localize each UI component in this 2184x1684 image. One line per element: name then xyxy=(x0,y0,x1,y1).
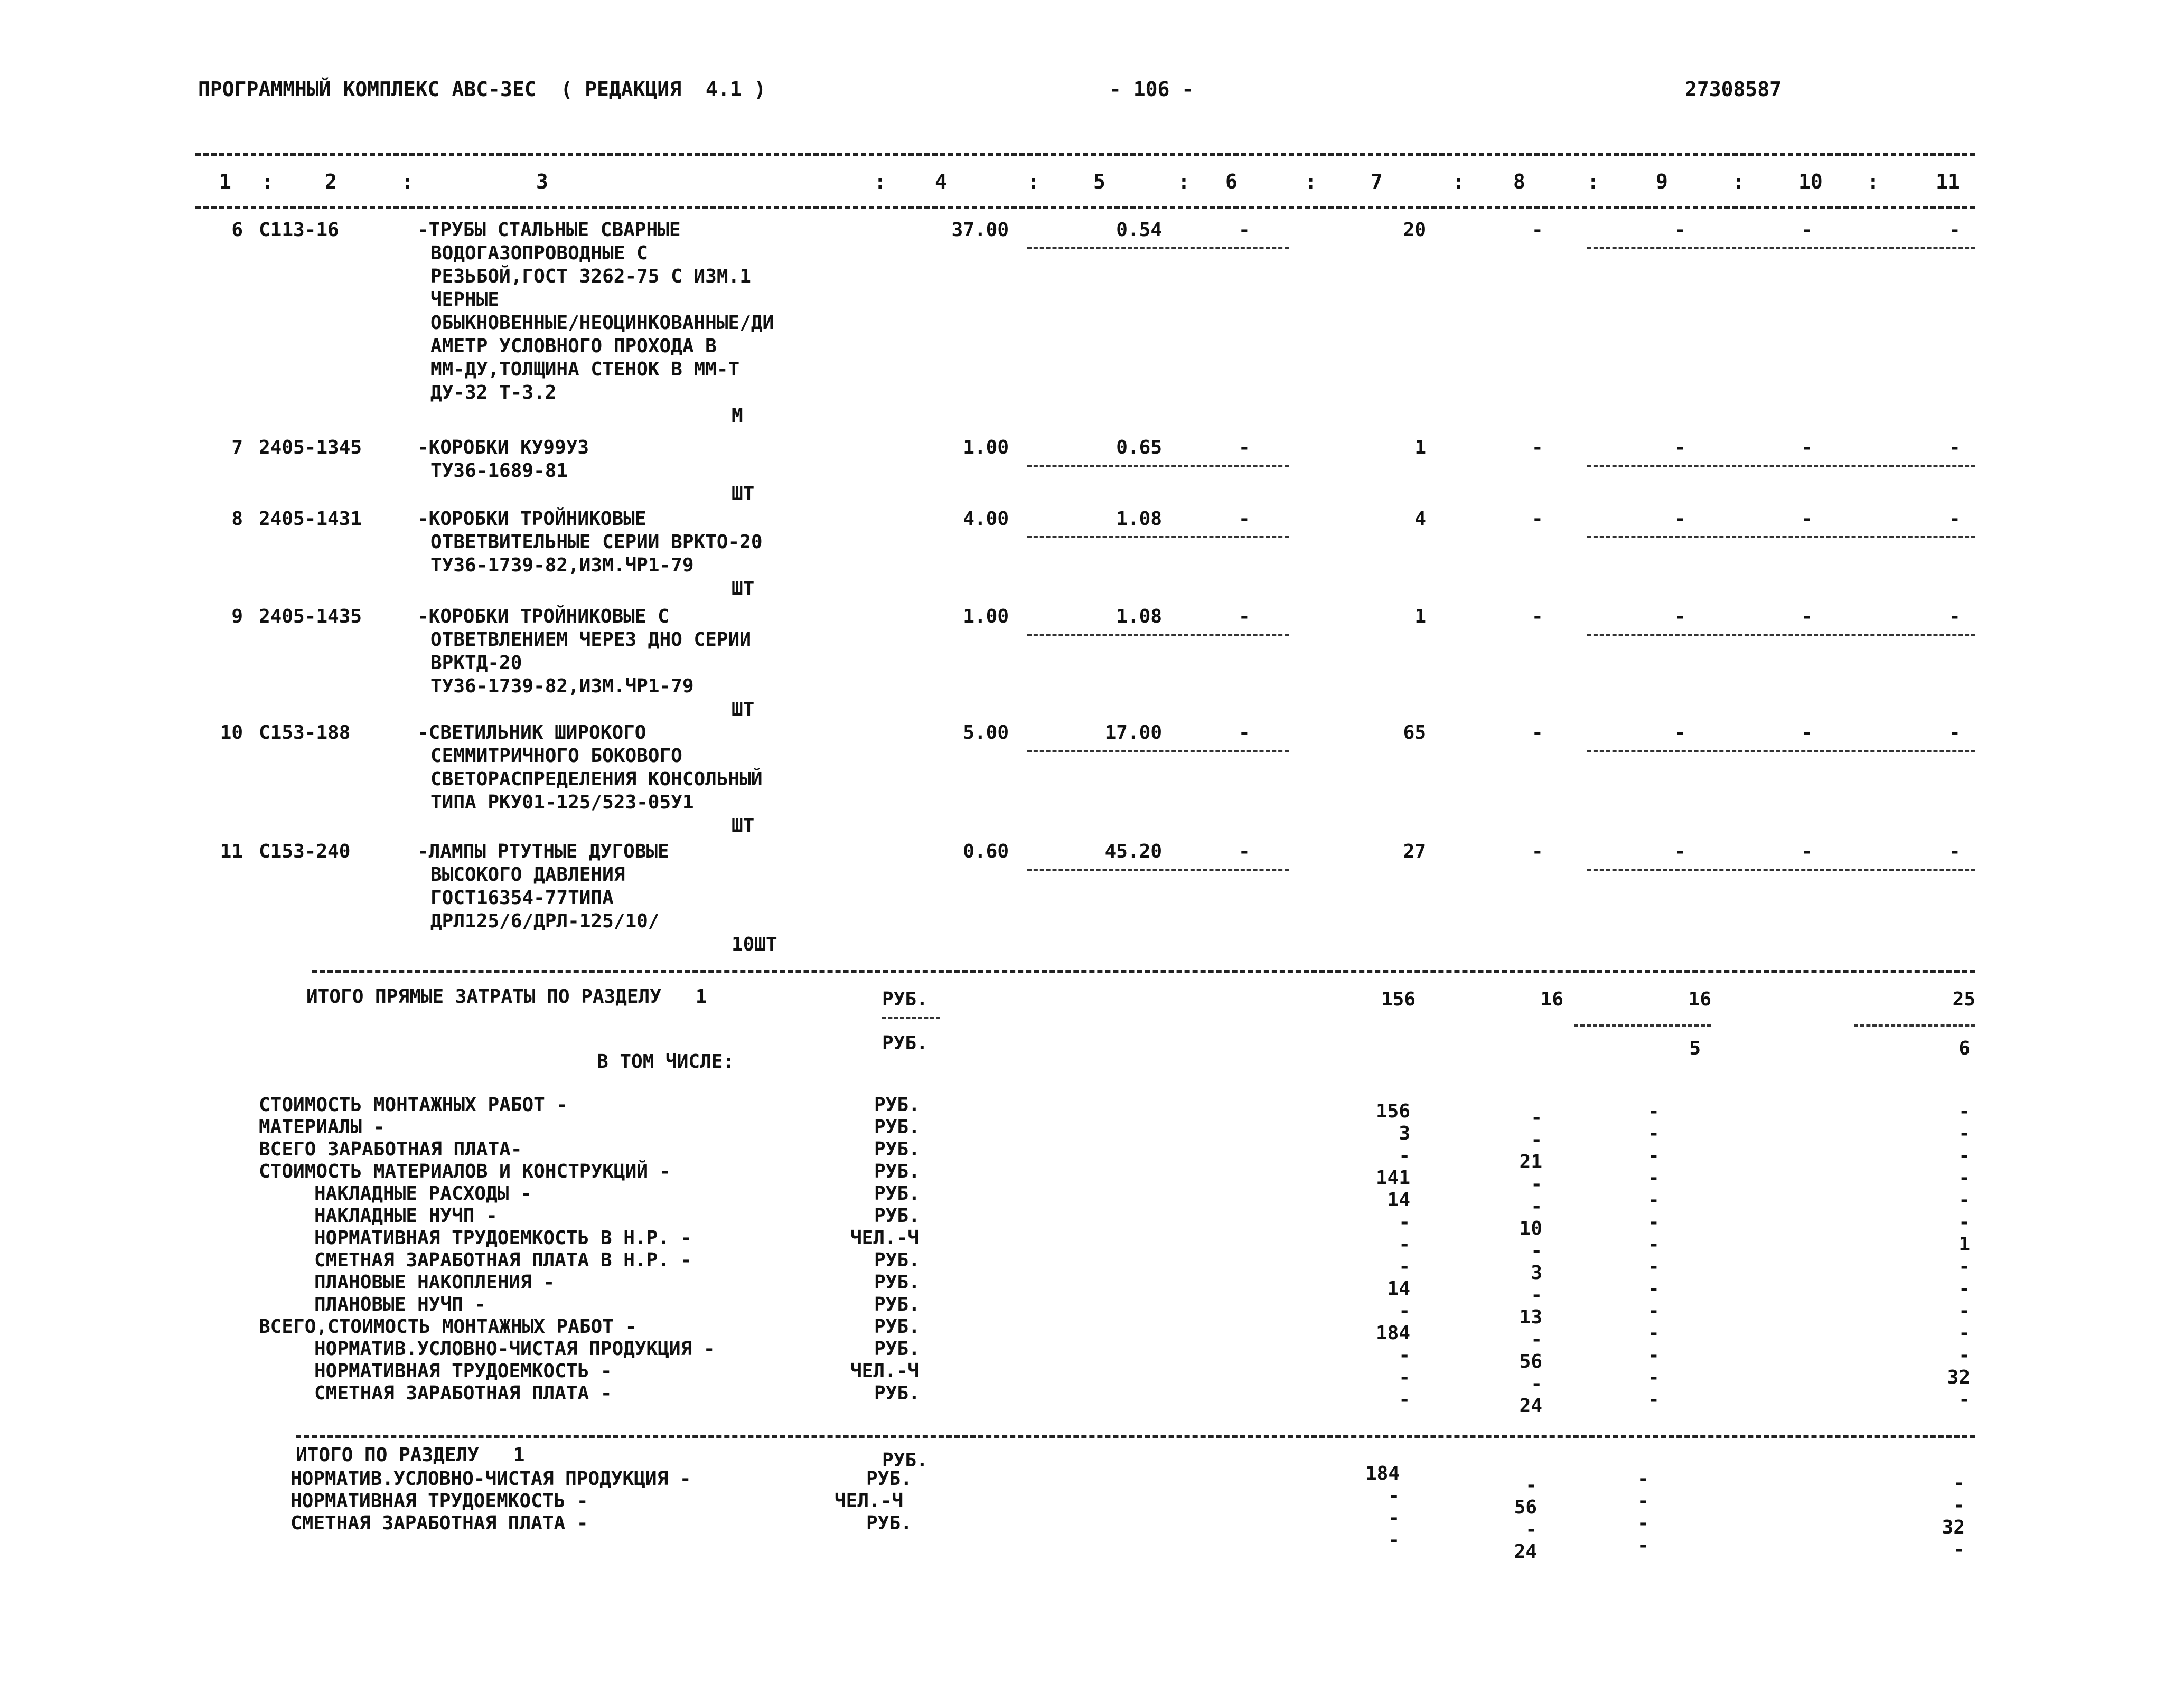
breakdown-col8: - xyxy=(1531,1129,1542,1151)
item-quantity: 37.00 xyxy=(951,219,1009,241)
breakdown-label: НАКЛАДНЫЕ НУЧП - xyxy=(314,1205,498,1227)
section-total-col7: - xyxy=(1388,1507,1400,1529)
item-col9: - xyxy=(1674,219,1686,241)
section-total-title: ИТОГО ПО РАЗДЕЛУ 1 xyxy=(296,1444,525,1466)
breakdown-col8: - xyxy=(1531,1240,1542,1262)
column-separator: : xyxy=(1732,170,1745,193)
item-description-line: ВОДОГАЗОПРОВОДНЫЕ С xyxy=(430,242,648,264)
column-number: 10 xyxy=(1798,170,1823,193)
header-bottom-rule xyxy=(195,206,1975,209)
item-unit-price: 1.08 xyxy=(1116,508,1162,530)
breakdown-col8: - xyxy=(1531,1196,1542,1217)
item-right-underline xyxy=(1587,247,1975,249)
breakdown-label: НОРМАТИВ.УСЛОВНО-ЧИСТАЯ ПРОДУКЦИЯ - xyxy=(314,1338,715,1360)
item-description-line: ТИПА РКУ01-125/523-05У1 xyxy=(430,792,694,813)
item-unit-price: 0.54 xyxy=(1116,219,1162,241)
item-col11: - xyxy=(1949,437,1961,458)
subtotal-label: ИТОГО ПРЯМЫЕ ЗАТРАТЫ ПО РАЗДЕЛУ 1 xyxy=(306,986,707,1008)
section-total-col11: - xyxy=(1953,1494,1965,1516)
section-total-col11: - xyxy=(1953,1539,1965,1560)
breakdown-label: ВСЕГО ЗАРАБОТНАЯ ПЛАТА- xyxy=(259,1139,522,1160)
item-unit-price: 1.08 xyxy=(1116,606,1162,627)
item-unit-price: 17.00 xyxy=(1104,722,1162,744)
header-top-rule xyxy=(195,153,1975,156)
item-col6: - xyxy=(1239,606,1250,627)
item-col6: - xyxy=(1239,722,1250,744)
item-col11: - xyxy=(1949,722,1961,744)
item-col8: - xyxy=(1532,219,1543,241)
item-code: 2405-1345 xyxy=(259,437,362,458)
breakdown-unit: ЧЕЛ.-Ч xyxy=(850,1360,920,1382)
item-description-line: ДРЛ125/6/ДРЛ-125/10/ xyxy=(430,910,660,932)
section-total-unit: ЧЕЛ.-Ч xyxy=(835,1490,904,1512)
breakdown-col11: - xyxy=(1958,1322,1970,1344)
subtotal-unit-underline xyxy=(882,1017,940,1019)
breakdown-label: ПЛАНОВЫЕ НАКОПЛЕНИЯ - xyxy=(314,1272,555,1293)
section-total-unit: РУБ. xyxy=(866,1512,912,1534)
item-right-underline xyxy=(1587,750,1975,752)
item-description-line: ЧЕРНЫЕ xyxy=(430,289,500,311)
item-code: С113-16 xyxy=(259,219,339,241)
breakdown-col7: 156 xyxy=(1375,1100,1410,1122)
breakdown-unit: РУБ. xyxy=(874,1249,920,1271)
item-quantity: 0.60 xyxy=(963,841,1009,862)
subtotal-col11-2: 6 xyxy=(1958,1038,1970,1059)
item-description-line: -ТРУБЫ СТАЛЬНЫЕ СВАРНЫЕ xyxy=(417,219,681,241)
subtotal-col11: 25 xyxy=(1952,989,1975,1010)
breakdown-col11: - xyxy=(1958,1389,1970,1410)
item-description-line: ТУ36-1739-82,ИЗМ.ЧР1-79 xyxy=(430,675,694,697)
item-description-line: ДУ-32 Т-3.2 xyxy=(430,382,557,403)
column-number: 4 xyxy=(935,170,947,193)
subtotal-col9: 16 xyxy=(1688,989,1711,1010)
breakdown-col8: - xyxy=(1531,1373,1542,1395)
column-separator: : xyxy=(1867,170,1879,193)
item-col8: - xyxy=(1532,606,1543,627)
item-col11: - xyxy=(1949,606,1961,627)
item-col9: - xyxy=(1674,508,1686,530)
breakdown-col9: - xyxy=(1648,1100,1660,1122)
section-total-col9: - xyxy=(1637,1468,1649,1490)
breakdown-unit: РУБ. xyxy=(874,1205,920,1227)
breakdown-unit: РУБ. xyxy=(874,1338,920,1360)
item-unit: ШТ xyxy=(732,483,755,505)
item-col8: - xyxy=(1532,722,1543,744)
item-number: 7 xyxy=(231,437,243,458)
item-description-line: ОТВЕТВЛЕНИЕМ ЧЕРЕЗ ДНО СЕРИИ xyxy=(430,629,751,651)
breakdown-col8: 10 xyxy=(1519,1218,1542,1239)
item-col7: 1 xyxy=(1414,606,1426,627)
breakdown-col9: - xyxy=(1648,1145,1660,1166)
item-code: 2405-1431 xyxy=(259,508,362,530)
breakdown-col11: 32 xyxy=(1947,1367,1970,1388)
item-description-line: ММ-ДУ,ТОЛЩИНА СТЕНОК В ММ-Т xyxy=(430,359,740,380)
item-col8: - xyxy=(1532,508,1543,530)
item-col9: - xyxy=(1674,841,1686,862)
item-col10: - xyxy=(1801,437,1813,458)
item-price-underline xyxy=(1027,869,1289,871)
item-description-line: -КОРОБКИ ТРОЙНИКОВЫЕ С xyxy=(417,606,669,627)
item-right-underline xyxy=(1587,536,1975,538)
program-header: ПРОГРАММНЫЙ КОМПЛЕКС АВС-3ЕС ( РЕДАКЦИЯ 4.1 ) xyxy=(198,78,766,101)
item-quantity: 1.00 xyxy=(963,606,1009,627)
subtotal-col8: 16 xyxy=(1540,989,1563,1010)
item-number: 8 xyxy=(231,508,243,530)
section-total-col7: - xyxy=(1388,1485,1400,1507)
section-total-rule xyxy=(296,1435,1975,1438)
column-number: 3 xyxy=(536,170,548,193)
breakdown-unit: РУБ. xyxy=(874,1382,920,1404)
section-total-label: СМЕТНАЯ ЗАРАБОТНАЯ ПЛАТА - xyxy=(290,1512,588,1534)
breakdown-col8: - xyxy=(1531,1173,1542,1195)
breakdown-unit: РУБ. xyxy=(874,1094,920,1116)
breakdown-col8: 21 xyxy=(1519,1151,1542,1173)
item-unit: ШТ xyxy=(732,699,755,720)
item-col8: - xyxy=(1532,437,1543,458)
column-number: 9 xyxy=(1656,170,1668,193)
column-number: 8 xyxy=(1513,170,1525,193)
item-description-line: ОТВЕТВИТЕЛЬНЫЕ СЕРИИ ВРКТО-20 xyxy=(430,531,763,553)
breakdown-unit: ЧЕЛ.-Ч xyxy=(850,1227,920,1249)
breakdown-col11: 1 xyxy=(1958,1234,1970,1255)
item-unit-price: 0.65 xyxy=(1116,437,1162,458)
item-col7: 65 xyxy=(1403,722,1426,744)
breakdown-unit: РУБ. xyxy=(874,1116,920,1138)
item-right-underline xyxy=(1587,634,1975,636)
item-description-line: ТУ36-1739-82,ИЗМ.ЧР1-79 xyxy=(430,554,694,576)
breakdown-col7: - xyxy=(1399,1300,1410,1322)
breakdown-col11: - xyxy=(1958,1100,1970,1122)
breakdown-label: СТОИМОСТЬ МАТЕРИАЛОВ И КОНСТРУКЦИЙ - xyxy=(259,1161,671,1182)
section-total-col8: 56 xyxy=(1514,1497,1537,1518)
breakdown-label: СТОИМОСТЬ МОНТАЖНЫХ РАБОТ - xyxy=(259,1094,568,1116)
breakdown-col9: - xyxy=(1648,1344,1660,1366)
item-right-underline xyxy=(1587,869,1975,871)
breakdown-col8: 56 xyxy=(1519,1351,1542,1372)
breakdown-col8: - xyxy=(1531,1284,1542,1306)
column-number: 6 xyxy=(1225,170,1238,193)
item-unit: ШТ xyxy=(732,578,755,599)
section-total-col7: 184 xyxy=(1365,1463,1400,1484)
subtotal-unit: РУБ. xyxy=(882,989,928,1010)
breakdown-col8: 13 xyxy=(1519,1306,1542,1328)
item-price-underline xyxy=(1027,634,1289,636)
item-description-line: АМЕТР УСЛОВНОГО ПРОХОДА В xyxy=(430,335,717,357)
breakdown-col9: - xyxy=(1648,1256,1660,1277)
item-unit-price: 45.20 xyxy=(1104,841,1162,862)
breakdown-label: ПЛАНОВЫЕ НУЧП - xyxy=(314,1294,486,1315)
item-description-line: ВЫСОКОГО ДАВЛЕНИЯ xyxy=(430,864,625,886)
breakdown-col7: - xyxy=(1399,1344,1410,1366)
column-number: 5 xyxy=(1093,170,1105,193)
item-unit: М xyxy=(732,405,743,427)
breakdown-label: НОРМАТИВНАЯ ТРУДОЕМКОСТЬ - xyxy=(314,1360,612,1382)
item-number: 10 xyxy=(220,722,243,744)
breakdown-label: МАТЕРИАЛЫ - xyxy=(259,1116,385,1138)
item-description-line: -КОРОБКИ КУ99УЗ xyxy=(417,437,589,458)
section-total-title-unit: РУБ. xyxy=(882,1450,928,1471)
item-description-line: -КОРОБКИ ТРОЙНИКОВЫЕ xyxy=(417,508,646,530)
breakdown-unit: РУБ. xyxy=(874,1316,920,1338)
column-number: 2 xyxy=(325,170,337,193)
breakdown-col7: 14 xyxy=(1387,1189,1410,1211)
item-col11: - xyxy=(1949,841,1961,862)
section-total-col11: 32 xyxy=(1942,1517,1965,1538)
column-separator: : xyxy=(874,170,886,193)
column-separator: : xyxy=(1305,170,1317,193)
item-col7: 27 xyxy=(1403,841,1426,862)
breakdown-col7: - xyxy=(1399,1234,1410,1255)
item-price-underline xyxy=(1027,536,1289,538)
item-unit: 10ШТ xyxy=(732,934,777,955)
column-separator: : xyxy=(261,170,274,193)
breakdown-col11: - xyxy=(1958,1211,1970,1233)
breakdown-col9: - xyxy=(1648,1322,1660,1344)
section-total-label: НОРМАТИВ.УСЛОВНО-ЧИСТАЯ ПРОДУКЦИЯ - xyxy=(290,1468,691,1490)
item-description-line: -СВЕТИЛЬНИК ШИРОКОГО xyxy=(417,722,646,744)
section-total-col8: - xyxy=(1525,1474,1537,1496)
item-col6: - xyxy=(1239,508,1250,530)
subtotal-col9-underline xyxy=(1574,1024,1711,1027)
item-col11: - xyxy=(1949,508,1961,530)
breakdown-label: СМЕТНАЯ ЗАРАБОТНАЯ ПЛАТА - xyxy=(314,1382,612,1404)
subtotal-unit-2: РУБ. xyxy=(882,1032,928,1054)
breakdown-col7: 3 xyxy=(1399,1123,1410,1144)
breakdown-unit: РУБ. xyxy=(874,1272,920,1293)
breakdown-col11: - xyxy=(1958,1189,1970,1211)
item-col10: - xyxy=(1801,219,1813,241)
item-code: С153-240 xyxy=(259,841,351,862)
item-col10: - xyxy=(1801,508,1813,530)
item-number: 11 xyxy=(220,841,243,862)
breakdown-col9: - xyxy=(1648,1300,1660,1322)
breakdown-col11: - xyxy=(1958,1278,1970,1300)
breakdown-col7: - xyxy=(1399,1211,1410,1233)
item-col6: - xyxy=(1239,841,1250,862)
item-price-underline xyxy=(1027,750,1289,752)
item-col7: 4 xyxy=(1414,508,1426,530)
item-col10: - xyxy=(1801,606,1813,627)
section-total-col9: - xyxy=(1637,1490,1649,1512)
breakdown-col7: 14 xyxy=(1387,1278,1410,1300)
breakdown-col9: - xyxy=(1648,1123,1660,1144)
breakdown-label: НАКЛАДНЫЕ РАСХОДЫ - xyxy=(314,1183,532,1205)
column-separator: : xyxy=(1178,170,1190,193)
breakdown-unit: РУБ. xyxy=(874,1183,920,1205)
item-col9: - xyxy=(1674,606,1686,627)
section-total-col9: - xyxy=(1637,1535,1649,1556)
breakdown-col8: 24 xyxy=(1519,1395,1542,1417)
item-description-line: ВРКТД-20 xyxy=(430,652,522,674)
item-col9: - xyxy=(1674,722,1686,744)
item-description-line: РЕЗЬБОЙ,ГОСТ 3262-75 С ИЗМ.1 xyxy=(430,266,751,287)
column-separator: : xyxy=(1587,170,1599,193)
breakdown-col11: - xyxy=(1958,1256,1970,1277)
breakdown-label: ВСЕГО,СТОИМОСТЬ МОНТАЖНЫХ РАБОТ - xyxy=(259,1316,637,1338)
item-col8: - xyxy=(1532,841,1543,862)
breakdown-col7: - xyxy=(1399,1367,1410,1388)
section-total-label: НОРМАТИВНАЯ ТРУДОЕМКОСТЬ - xyxy=(290,1490,588,1512)
item-description-line: СЕММИТРИЧНОГО БОКОВОГО xyxy=(430,745,682,767)
breakdown-unit: РУБ. xyxy=(874,1161,920,1182)
breakdown-col9: - xyxy=(1648,1367,1660,1388)
item-col9: - xyxy=(1674,437,1686,458)
column-separator: : xyxy=(1027,170,1039,193)
subtotal-col11-underline xyxy=(1854,1024,1975,1027)
item-description-line: ГОСТ16354-77ТИПА xyxy=(430,887,614,909)
breakdown-col7: - xyxy=(1399,1145,1410,1166)
breakdown-col9: - xyxy=(1648,1389,1660,1410)
breakdown-col11: - xyxy=(1958,1123,1970,1144)
section-total-col9: - xyxy=(1637,1512,1649,1534)
breakdown-col8: - xyxy=(1531,1107,1542,1128)
breakdown-col7: 184 xyxy=(1375,1322,1410,1344)
item-right-underline xyxy=(1587,465,1975,467)
column-separator: : xyxy=(401,170,414,193)
subtotal-rule xyxy=(312,970,1975,973)
column-number: 1 xyxy=(219,170,231,193)
section-total-unit: РУБ. xyxy=(866,1468,912,1490)
column-separator: : xyxy=(1452,170,1465,193)
item-quantity: 1.00 xyxy=(963,437,1009,458)
section-total-col8: - xyxy=(1525,1519,1537,1540)
item-col11: - xyxy=(1949,219,1961,241)
item-description-line: СВЕТОРАСПРЕДЕЛЕНИЯ КОНСОЛЬНЫЙ xyxy=(430,768,763,790)
breakdown-label: НОРМАТИВНАЯ ТРУДОЕМКОСТЬ В Н.Р. - xyxy=(314,1227,692,1249)
section-total-col11: - xyxy=(1953,1472,1965,1494)
item-col10: - xyxy=(1801,722,1813,744)
item-description-line: -ЛАМПЫ РТУТНЫЕ ДУГОВЫЕ xyxy=(417,841,669,862)
item-description-line: ТУ36-1689-81 xyxy=(430,460,568,482)
item-quantity: 4.00 xyxy=(963,508,1009,530)
breakdown-col9: - xyxy=(1648,1189,1660,1211)
item-col6: - xyxy=(1239,219,1250,241)
breakdown-col7: - xyxy=(1399,1389,1410,1410)
breakdown-col11: - xyxy=(1958,1344,1970,1366)
item-code: С153-188 xyxy=(259,722,351,744)
breakdown-col11: - xyxy=(1958,1145,1970,1166)
column-number: 11 xyxy=(1936,170,1960,193)
breakdown-col8: - xyxy=(1531,1329,1542,1350)
breakdown-col7: 141 xyxy=(1375,1167,1410,1189)
breakdown-col8: 3 xyxy=(1531,1262,1542,1284)
page-number: - 106 - xyxy=(1109,78,1194,101)
breakdown-col9: - xyxy=(1648,1167,1660,1189)
breakdown-col9: - xyxy=(1648,1211,1660,1233)
breakdown-label: СМЕТНАЯ ЗАРАБОТНАЯ ПЛАТА В Н.Р. - xyxy=(314,1249,692,1271)
breakdown-col9: - xyxy=(1648,1234,1660,1255)
item-description-line: ОБЫКНОВЕННЫЕ/НЕОЦИНКОВАННЫЕ/ДИ xyxy=(430,312,774,334)
breakdown-col9: - xyxy=(1648,1278,1660,1300)
breakdown-col11: - xyxy=(1958,1167,1970,1189)
section-total-col8: 24 xyxy=(1514,1541,1537,1563)
item-col7: 20 xyxy=(1403,219,1426,241)
subtotal-col7: 156 xyxy=(1381,989,1416,1010)
item-quantity: 5.00 xyxy=(963,722,1009,744)
item-col7: 1 xyxy=(1414,437,1426,458)
breakdown-col11: - xyxy=(1958,1300,1970,1322)
item-col10: - xyxy=(1801,841,1813,862)
item-number: 9 xyxy=(231,606,243,627)
item-col6: - xyxy=(1239,437,1250,458)
item-number: 6 xyxy=(231,219,243,241)
document-code: 27308587 xyxy=(1685,78,1782,101)
item-price-underline xyxy=(1027,465,1289,467)
breakdown-unit: РУБ. xyxy=(874,1294,920,1315)
section-total-col7: - xyxy=(1388,1529,1400,1551)
item-unit: ШТ xyxy=(732,815,755,836)
item-price-underline xyxy=(1027,247,1289,249)
breakdown-unit: РУБ. xyxy=(874,1139,920,1160)
column-number: 7 xyxy=(1371,170,1383,193)
subtotal-col9-2: 5 xyxy=(1689,1038,1701,1059)
item-code: 2405-1435 xyxy=(259,606,362,627)
breakdown-col7: - xyxy=(1399,1256,1410,1277)
including-heading: В ТОМ ЧИСЛЕ: xyxy=(597,1051,735,1073)
